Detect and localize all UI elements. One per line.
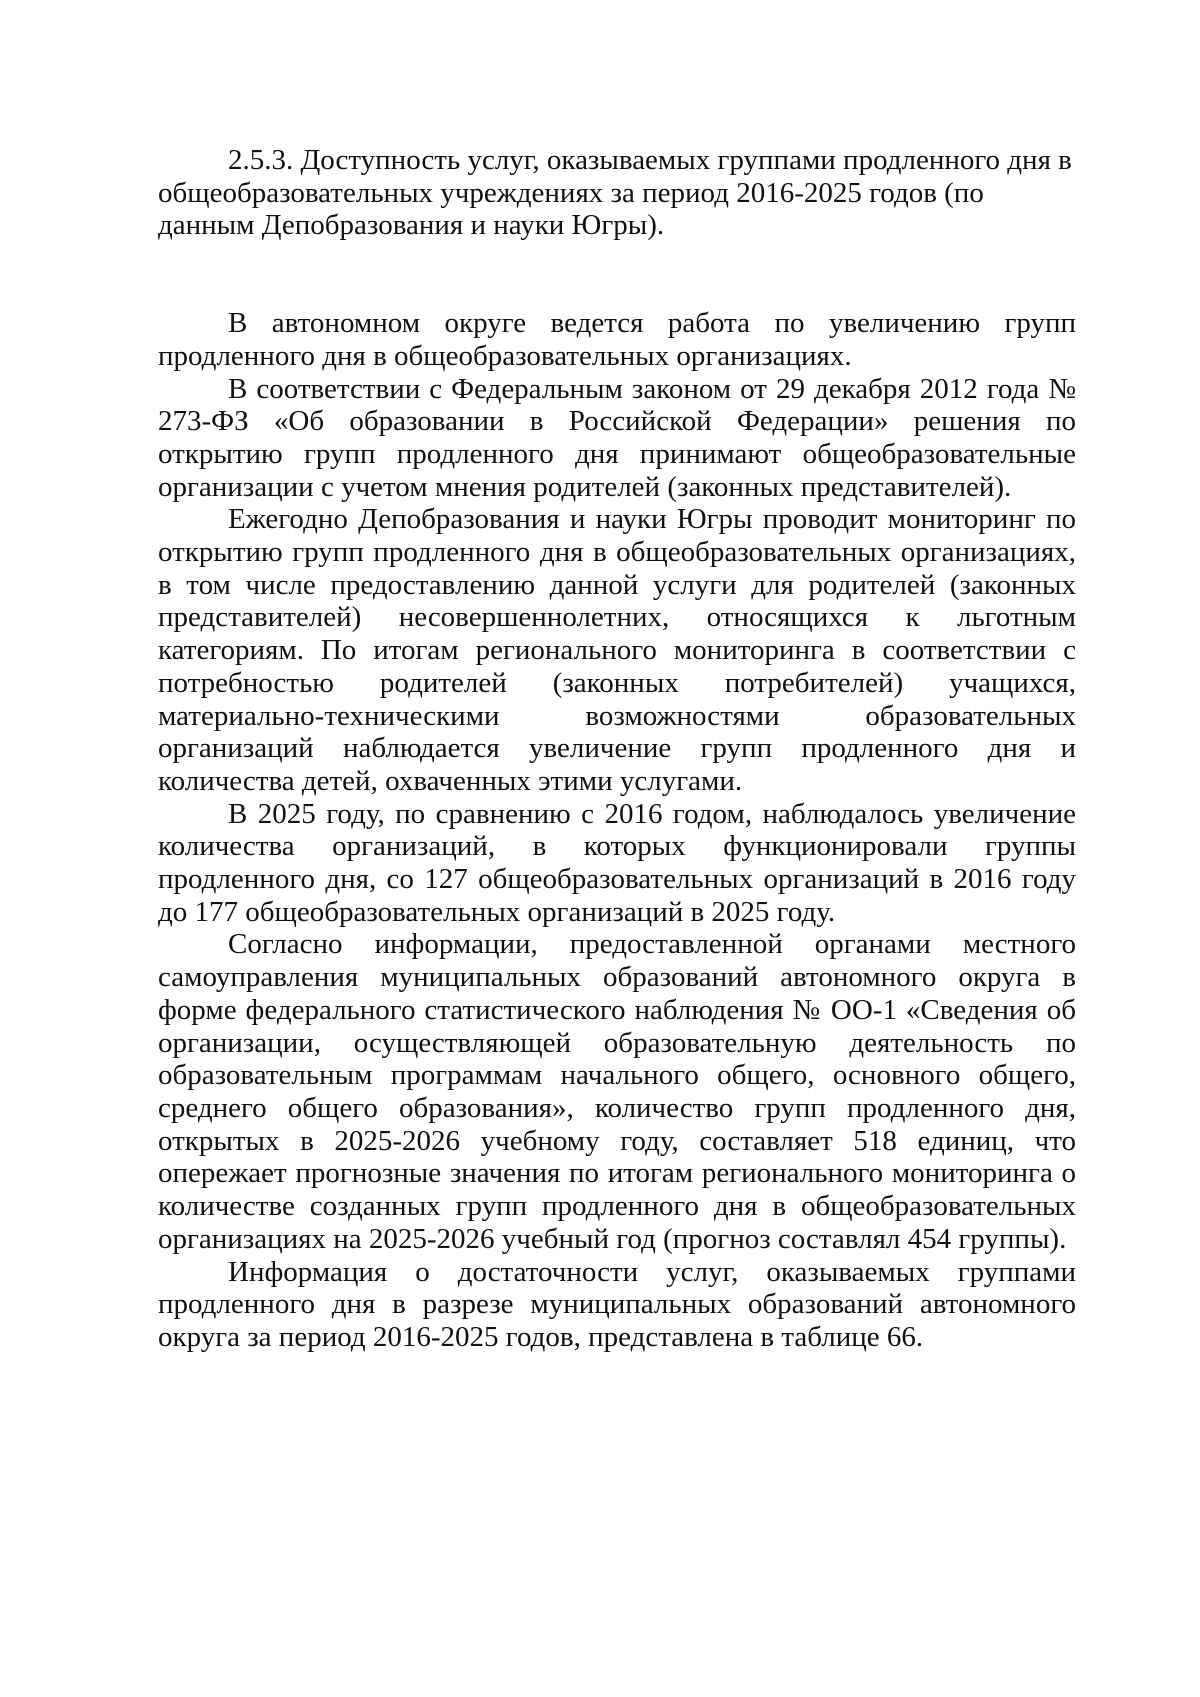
paragraph-3: Ежегодно Депобразования и науки Югры проводит мониторинг по открытию групп продленного дня в общеобразовательных организациях, в том числе предоставлению данной услуги для родителей (законных представителей) несовершеннолетних, относящихся к льготным категориям. По итогам регионального мониторинга в соответствии с потребностью родителей (законных потребителей) учащихся, материально-техническими возможностями образовательных организаций наблюдается увеличение групп продленного дня и количества детей, охваченных этими услугами. (158, 503, 1076, 797)
section-heading: 2.5.3. Доступность услуг, оказываемых группами продленного дня в общеобразовательных учреждениях за период 2016-2025 годов (по данным Депобразования и науки Югры). (158, 144, 1072, 242)
paragraph-4: В 2025 году, по сравнению с 2016 годом, наблюдалось увеличение количества организаций, в которых функционировали группы продленного дня, со 127 общеобразовательных организаций в 2016 году до 177 общеобразовательных организаций в 2025 году. (158, 797, 1076, 928)
paragraph-2: В соответствии с Федеральным законом от 29 декабря 2012 года № 273-ФЗ «Об образовании в Российской Федерации» решения по открытию групп продленного дня принимают общеобразовательные организации с учетом мнения родителей (законных представителей). (158, 372, 1076, 503)
paragraph-1: В автономном округе ведется работа по увеличению групп продленного дня в общеобразовательных организациях. (158, 307, 1076, 372)
document-body (158, 144, 1076, 1354)
paragraph-6: Информация о достаточности услуг, оказываемых группами продленного дня в разрезе муниципальных образований автономного округа за период 2016-2025 годов, представлена в таблице 66. (158, 1255, 1076, 1353)
paragraph-5: Согласно информации, предоставленной органами местного самоуправления муниципальных образований автономного округа в форме федерального статистического наблюдения № ОО-1 «Сведения об организации, осуществляющей образовательную деятельность по образовательным программам начального общего, основного общего, среднего общего образования», количество групп продленного дня, открытых в 2025-2026 учебному году, составляет 518 единиц, что опережает прогнозные значения по итогам регионального мониторинга о количестве созданных групп продленного дня в общеобразовательных организациях на 2025-2026 учебный год (прогноз составлял 454 группы). (158, 928, 1076, 1255)
